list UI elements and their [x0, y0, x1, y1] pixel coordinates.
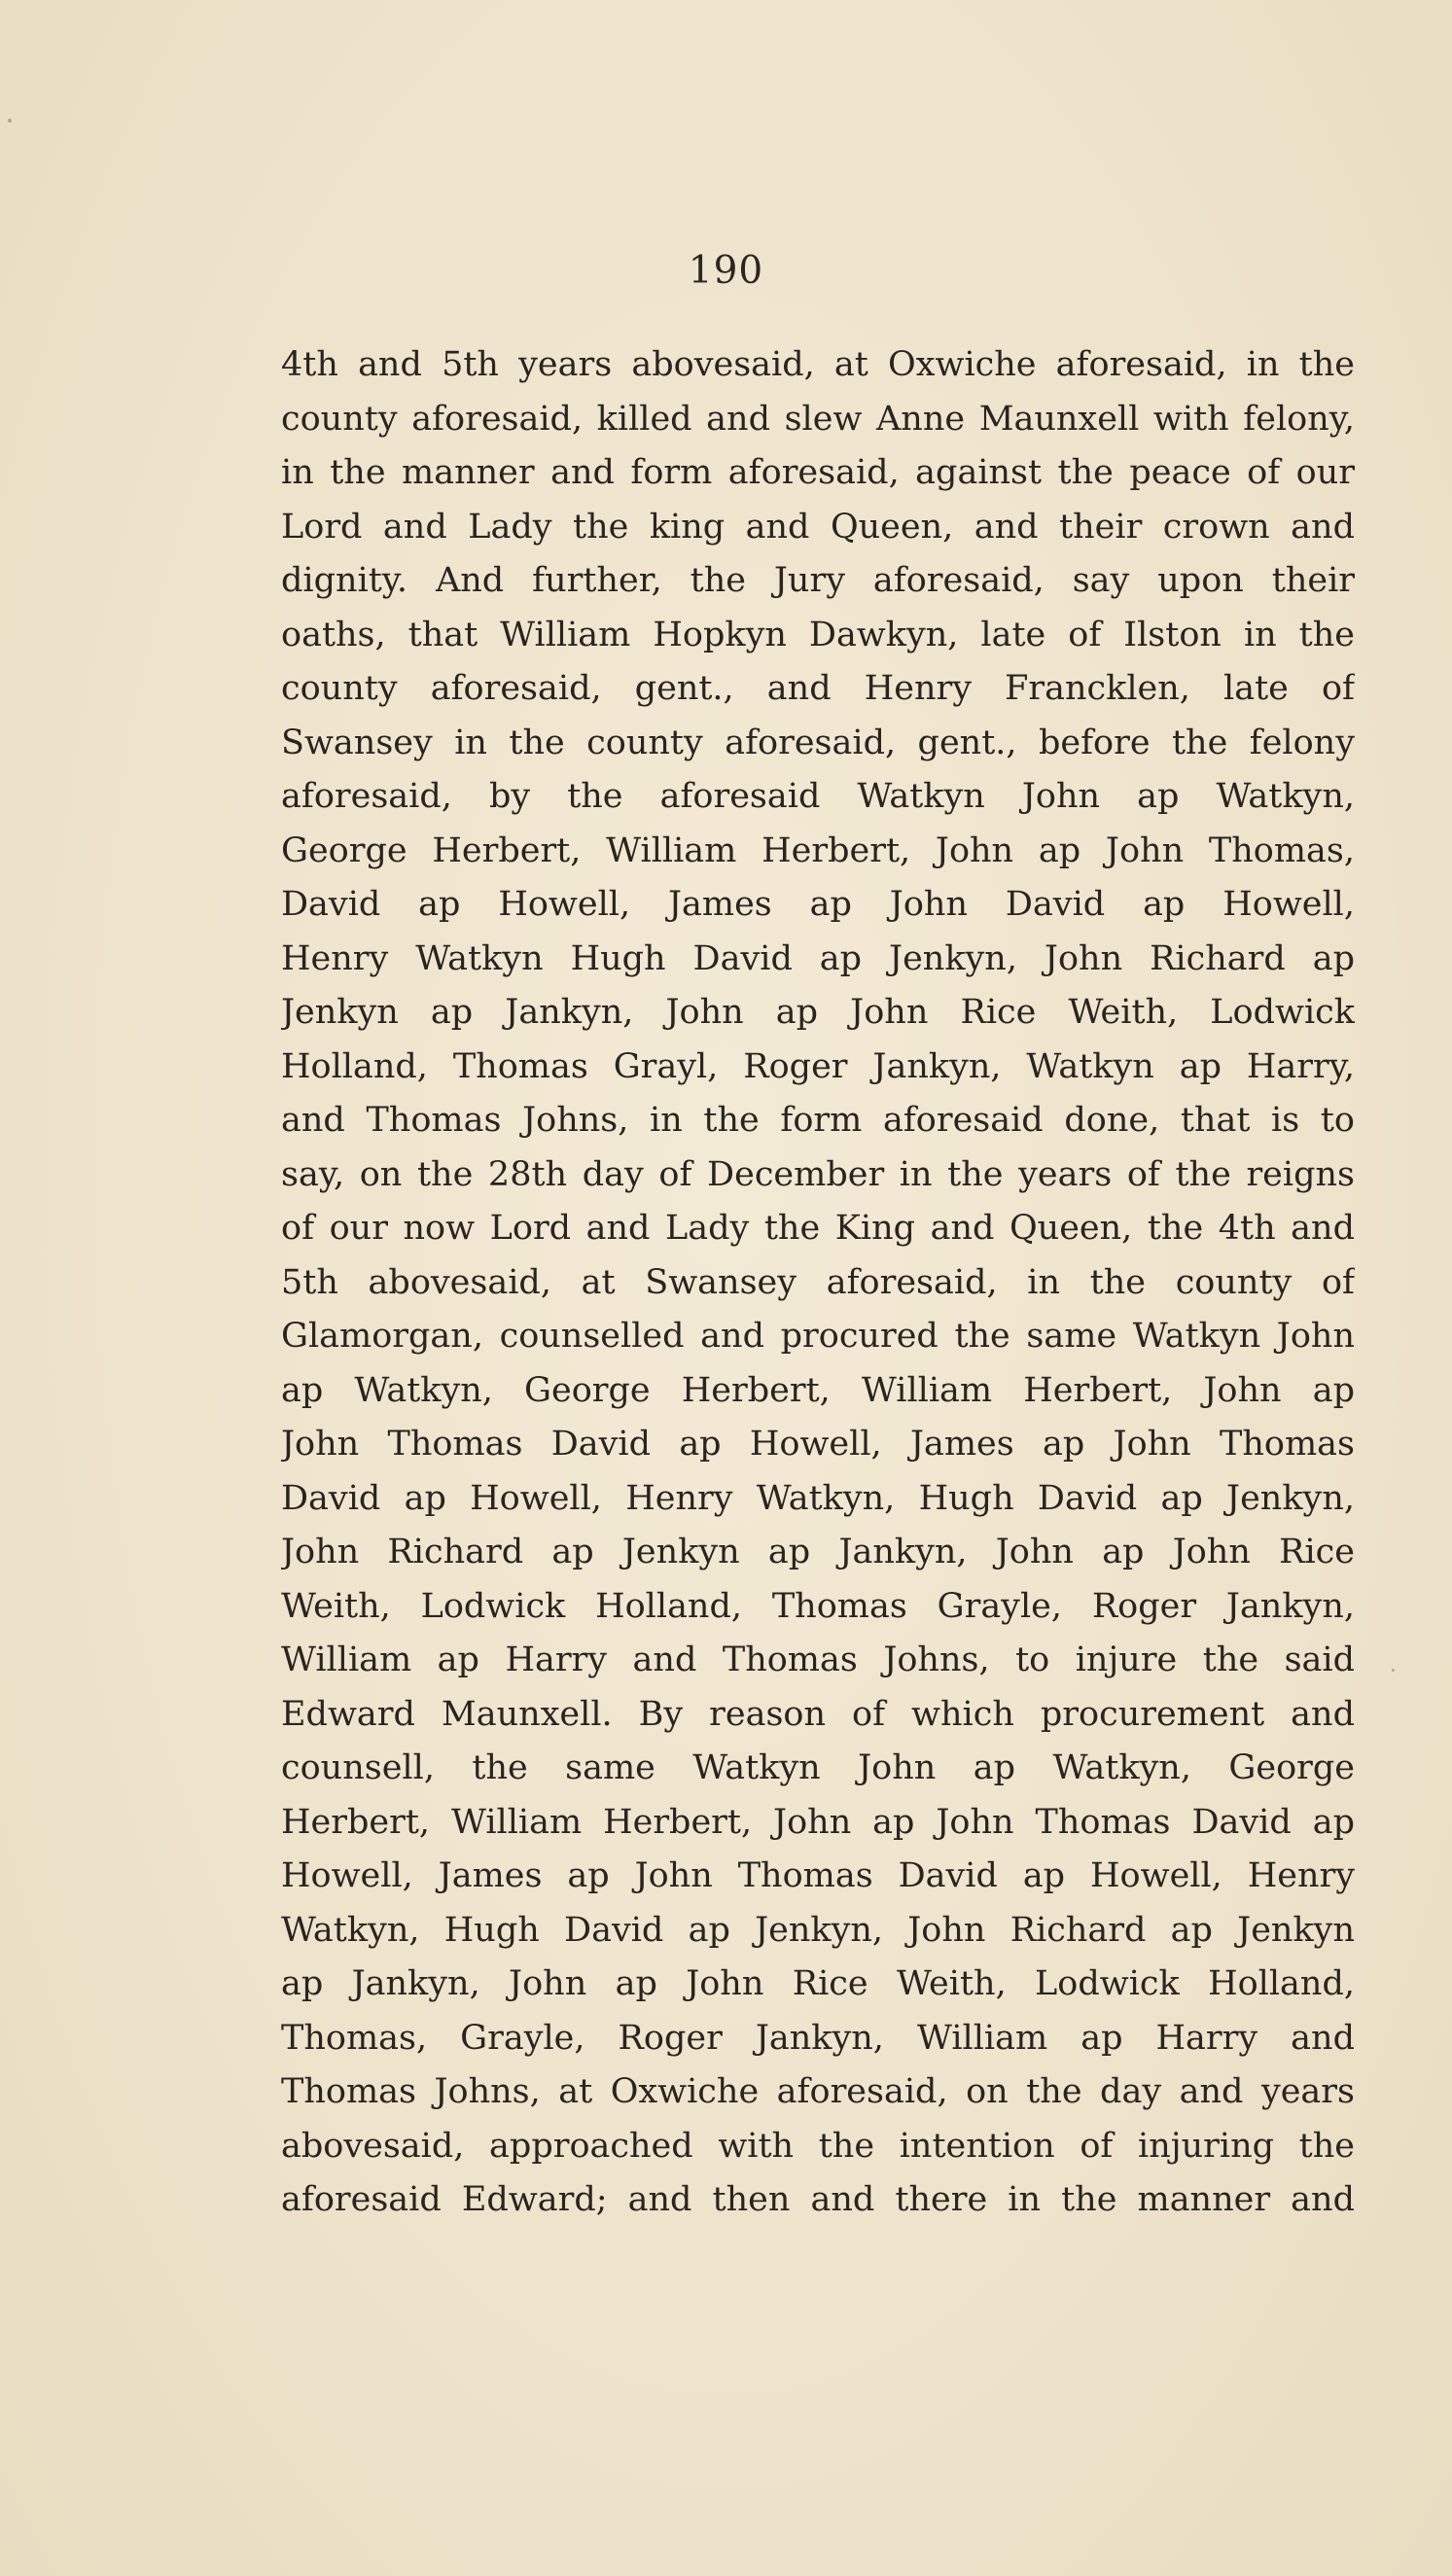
text-line: abovesaid, approached with the intention of injuring the — [281, 2126, 1355, 2166]
text-line: county aforesaid, gent., and Henry Francklen, late of — [281, 669, 1355, 708]
text-line: Henry Watkyn Hugh David ap Jenkyn, John Richard ap — [281, 938, 1355, 978]
text-line: David ap Howell, James ap John David ap Howell, — [281, 885, 1355, 924]
text-line: Thomas Johns, at Oxwiche aforesaid, on the day and years — [281, 2072, 1355, 2111]
text-line: Holland, Thomas Grayl, Roger Jankyn, Watkyn ap Harry, — [281, 1046, 1355, 1086]
paper-speck — [1392, 1669, 1395, 1672]
text-line: Watkyn, Hugh David ap Jenkyn, John Richard ap Jenkyn — [281, 1910, 1355, 1950]
text-line: aforesaid, by the aforesaid Watkyn John ap Watkyn, — [281, 777, 1355, 816]
text-line: John Richard ap Jenkyn ap Jankyn, John ap John Rice — [281, 1533, 1355, 1571]
text-line: and Thomas Johns, in the form aforesaid done, that is to — [281, 1101, 1355, 1140]
text-line: Edward Maunxell. By reason of which procurement and — [281, 1694, 1355, 1734]
text-line: Swansey in the county aforesaid, gent., before the felony — [281, 723, 1355, 762]
page-number: 190 — [688, 249, 764, 293]
text-line: 5th abovesaid, at Swansey aforesaid, in the county of — [281, 1262, 1355, 1302]
text-line: ap Jankyn, John ap John Rice Weith, Lodwick Holland, — [281, 1964, 1355, 2003]
text-line: dignity. And further, the Jury aforesaid, say upon their — [281, 561, 1355, 600]
text-line: Howell, James ap John Thomas David ap Howell, Henry — [281, 1856, 1355, 1895]
text-line: county aforesaid, killed and slew Anne Maunxell with felony, — [281, 399, 1355, 439]
text-line: ap Watkyn, George Herbert, William Herbert, John ap — [281, 1370, 1355, 1410]
text-line: oaths, that William Hopkyn Dawkyn, late of Ilston in the — [281, 615, 1355, 654]
text-line: say, on the 28th day of December in the years of the reigns — [281, 1154, 1355, 1194]
text-line: Herbert, William Herbert, John ap John Thomas David ap — [281, 1802, 1355, 1842]
text-line: in the manner and form aforesaid, against the peace of our — [281, 453, 1355, 492]
text-line: George Herbert, William Herbert, John ap John Thomas, — [281, 830, 1355, 870]
text-line: counsell, the same Watkyn John ap Watkyn, George — [281, 1748, 1355, 1787]
paper-speck — [8, 119, 12, 123]
text-line: David ap Howell, Henry Watkyn, Hugh David ap Jenkyn, — [281, 1478, 1355, 1518]
text-line: of our now Lord and Lady the King and Queen, the 4th and — [281, 1209, 1355, 1248]
body-text — [281, 338, 1355, 2228]
text-line: Weith, Lodwick Holland, Thomas Grayle, Roger Jankyn, — [281, 1586, 1355, 1626]
text-line: Jenkyn ap Jankyn, John ap John Rice Weith, Lodwick — [281, 993, 1355, 1032]
text-line: Lord and Lady the king and Queen, and their crown and — [281, 507, 1355, 547]
text-line: John Thomas David ap Howell, James ap John Thomas — [281, 1425, 1355, 1464]
text-line: Thomas, Grayle, Roger Jankyn, William ap Harry and — [281, 2018, 1355, 2058]
text-line: aforesaid Edward; and then and there in the manner and — [281, 2180, 1355, 2219]
text-line: 4th and 5th years abovesaid, at Oxwiche aforesaid, in the — [281, 345, 1355, 384]
text-line: Glamorgan, counselled and procured the same Watkyn John — [281, 1317, 1355, 1356]
text-line: William ap Harry and Thomas Johns, to injure the said — [281, 1641, 1355, 1679]
